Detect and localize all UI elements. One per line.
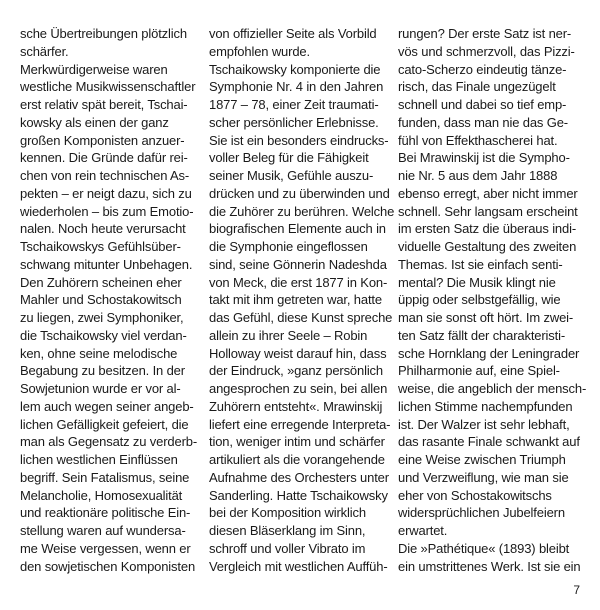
text-line: seiner Musik, Gefühle auszu- bbox=[209, 168, 374, 183]
text-line: wiederholen – bis zum Emotio- bbox=[20, 203, 194, 219]
text-line: und Verzweiflung, wie man sie bbox=[398, 469, 569, 485]
text-line: Den Zuhörern scheinen eher bbox=[20, 274, 182, 290]
text-line: Sanderling. Hatte Tschaikowsky bbox=[209, 487, 388, 503]
text-line: liefert eine erregende Interpreta- bbox=[209, 416, 391, 432]
text-line: chen von rein technischen As- bbox=[20, 168, 190, 183]
text-line: die Symphonie eingeflossen bbox=[209, 239, 368, 254]
text-line: Zuhörern entsteht«. Mrawinskij bbox=[209, 398, 383, 414]
text-line: Vergleich mit westlichen Auffüh- bbox=[209, 558, 388, 574]
text-line: eine Weise zwischen Triumph bbox=[398, 452, 566, 467]
text-line: fühl von Effekthascherei hat. bbox=[398, 132, 558, 148]
text-column-middle bbox=[209, 25, 395, 575]
text-line: ein umstrittenes Werk. Ist sie ein bbox=[398, 558, 581, 574]
text-line: sche Übertreibungen plötzlich bbox=[20, 26, 187, 41]
text-line: Holloway weist darauf hin, dass bbox=[209, 345, 387, 361]
text-line: schnell und dabei so tief emp- bbox=[398, 97, 567, 112]
text-line: Philharmonie auf, eine Spiel- bbox=[398, 363, 560, 379]
text-line: und reaktionäre politische Ein- bbox=[20, 505, 191, 521]
text-line: man sie sonst oft hört. Im zwei- bbox=[398, 310, 574, 325]
text-line: großen Komponisten anzuer- bbox=[20, 132, 185, 148]
text-line: viduelle Gestaltung des zweiten bbox=[398, 239, 577, 254]
text-line: allein zu ihrer Seele – Robin bbox=[209, 327, 368, 343]
page-number: 7 bbox=[573, 583, 580, 597]
text-line: Tschaikowskys Gefühlsüber- bbox=[20, 239, 181, 254]
text-line: nie Nr. 5 aus dem Jahr 1888 bbox=[398, 168, 558, 183]
text-line: westliche Musikwissenschaftler bbox=[20, 79, 196, 95]
text-line: sche Hornklang der Leningrader bbox=[398, 345, 580, 361]
text-line: schroff und voller Vibrato im bbox=[209, 540, 366, 556]
text-line: Mahler und Schostakowitsch bbox=[20, 292, 182, 308]
text-line: erst relativ spät bereit, Tschai- bbox=[20, 97, 188, 112]
text-line: Symphonie Nr. 4 in den Jahren bbox=[209, 79, 384, 95]
text-line: der Eindruck, »ganz persönlich bbox=[209, 363, 383, 379]
text-line: angesprochen zu sein, bei allen bbox=[209, 381, 388, 396]
text-line: Melancholie, Homosexualität bbox=[20, 487, 183, 503]
text-column-left bbox=[20, 25, 198, 575]
text-line: tion, weniger intim und schärfer bbox=[209, 434, 385, 450]
text-line: scher persönlicher Erlebnisse. bbox=[209, 114, 379, 130]
text-line: rungen? Der erste Satz ist ner- bbox=[398, 26, 572, 41]
text-line: stellung waren auf wundersa- bbox=[20, 523, 186, 538]
text-line: widersprüchlichen Jubelfeiern bbox=[398, 505, 565, 521]
text-line: die Tschaikowsky viel verdan- bbox=[20, 327, 187, 343]
text-line: takt mit ihm getreten war, hatte bbox=[209, 292, 382, 308]
text-line: schärfer. bbox=[20, 43, 69, 59]
text-line: lichen Gefälligkeit gefeiert, die bbox=[20, 416, 189, 432]
text-line: im ersten Satz die überaus indi- bbox=[398, 221, 577, 237]
text-line: kowsky als einen der ganz bbox=[20, 114, 169, 130]
text-line: Sie ist ein besonders eindrucks- bbox=[209, 132, 389, 148]
text-line: Tschaikowsky komponierte die bbox=[209, 61, 381, 77]
text-line: den sowjetischen Komponisten bbox=[20, 558, 196, 574]
text-line: risch, das Finale ungezügelt bbox=[398, 79, 556, 95]
text-line: eher von Schostakowitschs bbox=[398, 487, 552, 503]
text-line: mental? Die Musik klingt nie bbox=[398, 274, 556, 290]
text-line: die Zuhörer zu berühren. Welche bbox=[209, 203, 395, 219]
text-line: ist. Der Walzer ist sehr lebhaft, bbox=[398, 416, 570, 432]
text-line: ken, ohne seine melodische bbox=[20, 345, 178, 361]
text-line: ten Satz fällt der charakteristi- bbox=[398, 327, 566, 343]
text-line: man als Gegensatz zu verderb- bbox=[20, 434, 198, 450]
text-line: me Weise vergessen, wenn er bbox=[20, 540, 191, 556]
text-line: lem auch wegen seiner angeb- bbox=[20, 398, 194, 414]
text-line: diesen Bläserklang im Sinn, bbox=[209, 523, 366, 538]
text-line: funden, dass man nie das Ge- bbox=[398, 114, 568, 130]
text-line: bei der Komposition wirklich bbox=[209, 505, 366, 521]
text-line: Sowjetunion wurde er vor al- bbox=[20, 381, 181, 396]
text-line: das rasante Finale schwankt auf bbox=[398, 434, 580, 450]
text-line: kennen. Die Gründe dafür rei- bbox=[20, 150, 188, 166]
text-line: biografischen Elemente auch in bbox=[209, 221, 386, 237]
text-line: üppig oder selbstgefällig, wie bbox=[398, 292, 561, 308]
text-line: 1877 – 78, einer Zeit traumati- bbox=[209, 97, 379, 112]
text-line: Merkwürdigerweise waren bbox=[20, 61, 168, 77]
text-line: lichen westlichen Einflüssen bbox=[20, 452, 178, 467]
text-line: Die »Pathétique« (1893) bleibt bbox=[398, 540, 570, 556]
text-line: weise, die angeblich der mensch- bbox=[398, 381, 587, 396]
text-line: voller Beleg für die Fähigkeit bbox=[209, 150, 369, 166]
text-line: von Meck, die erst 1877 in Kon- bbox=[209, 274, 388, 290]
text-line: begriff. Sein Fatalismus, seine bbox=[20, 469, 190, 485]
text-column-right bbox=[398, 25, 587, 575]
text-line: nalen. Noch heute verursacht bbox=[20, 221, 186, 237]
text-line: von offizieller Seite als Vorbild bbox=[209, 26, 377, 41]
text-line: das Gefühl, diese Kunst spreche bbox=[209, 310, 393, 325]
text-line: artikuliert als die vorangehende bbox=[209, 452, 385, 467]
text-line: schnell. Sehr langsam erscheint bbox=[398, 203, 578, 219]
text-line: Begabung zu besitzen. In der bbox=[20, 363, 185, 379]
text-line: sind, seine Gönnerin Nadeshda bbox=[209, 256, 387, 272]
text-line: Aufnahme des Orchesters unter bbox=[209, 469, 389, 485]
text-line: lichen Stimme nachempfunden bbox=[398, 398, 573, 414]
text-line: zu liegen, zwei Symphoniker, bbox=[20, 310, 184, 325]
text-line: empfohlen wurde. bbox=[209, 43, 310, 59]
text-line: vös und schmerzvoll, das Pizzi- bbox=[398, 43, 575, 59]
text-line: Themas. Ist sie einfach senti- bbox=[398, 256, 563, 272]
text-line: cato-Scherzo eindeutig tänze- bbox=[398, 61, 567, 77]
text-line: ebenso erregt, aber nicht immer bbox=[398, 185, 578, 201]
text-line: drücken und zu überwinden und bbox=[209, 185, 390, 201]
text-line: pekten – er neigt dazu, sich zu bbox=[20, 185, 192, 201]
text-line: schwang mitunter Unbehagen. bbox=[20, 256, 193, 272]
text-line: Bei Mrawinskij ist die Sympho- bbox=[398, 150, 570, 166]
text-line: erwartet. bbox=[398, 523, 448, 538]
